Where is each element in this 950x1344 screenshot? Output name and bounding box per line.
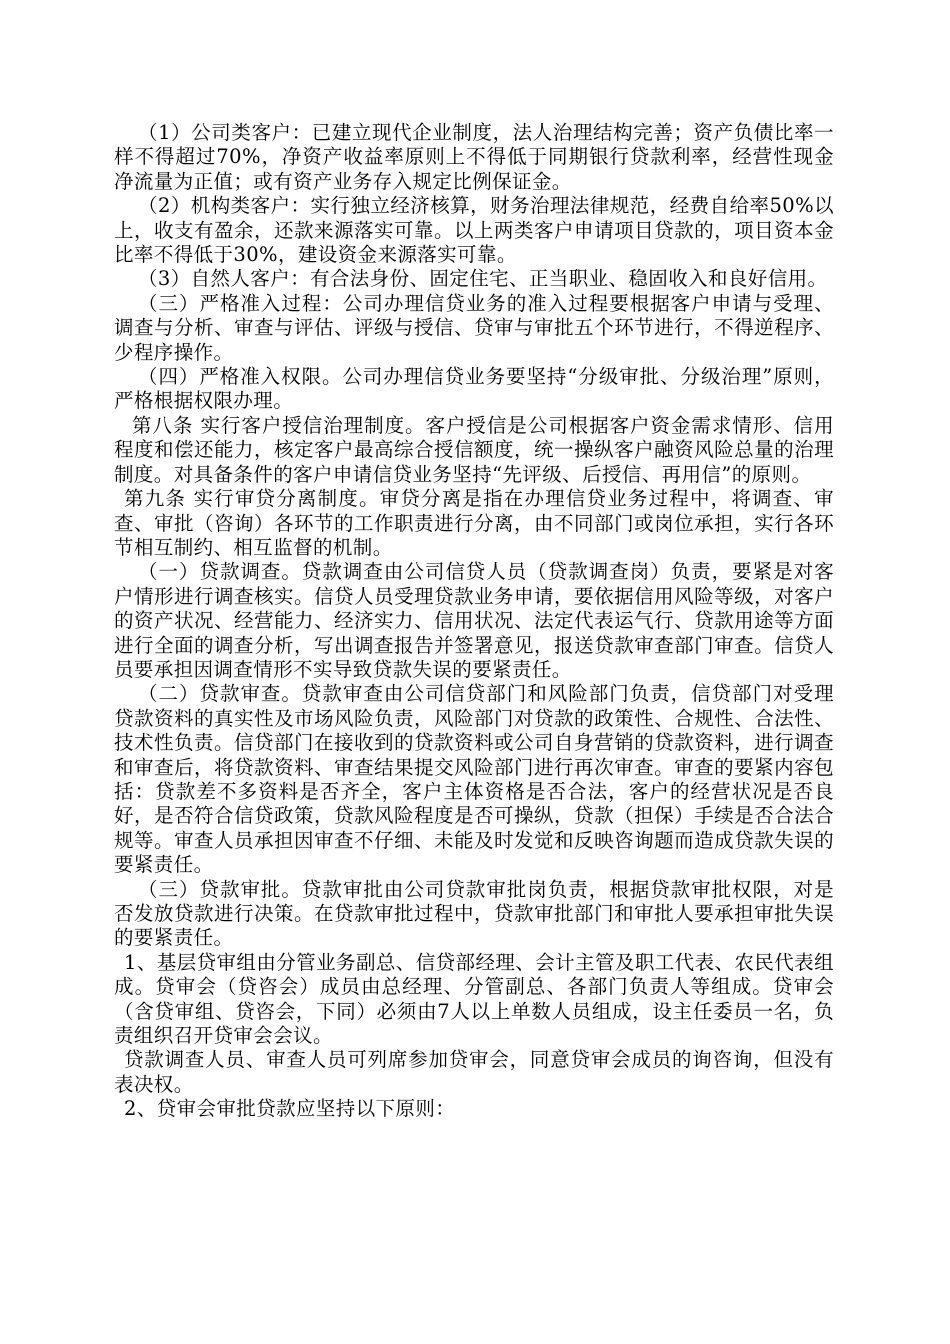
paragraph: （1）公司类客户：已建立现代企业制度，法人治理结构完善；资产负债比率一样不得超过70%，净资产收益率原则上不得低于同期银行贷款利率，经营性现金净流量为正值；或有资产业务存入规定比例保证金。	[114, 121, 834, 193]
paragraph: （3）自然人客户：有合法身份、固定住宅、正当职业、稳固收入和良好信用。	[138, 267, 828, 291]
paragraph: （四）严格准入权限。公司办理信贷业务要坚持“分级审批、分级治理”原则，严格根据权限办理。	[114, 365, 834, 413]
paragraph: 1、基层贷审组由分管业务副总、信贷部经理、会计主管及职工代表、农民代表组成。贷审会（贷咨会）成员由总经理、分管副总、各部门负责人等组成。贷审会（含贷审组、贷咨会，下同）必须由7人以上单数人员组成，设主任委员一名，负责组织召开贷审会会议。	[114, 950, 834, 1048]
paragraph: 第九条 实行审贷分离制度。审贷分离是指在办理信贷业务过程中，将调查、审查、审批（咨询）各环节的工作职责进行分离，由不同部门或岗位承担，实行各环节相互制约、相互监督的机制。	[114, 487, 834, 559]
paragraph: （2）机构类客户：实行独立经济核算，财务治理法律规范，经费自给率50%以上，收支有盈余，还款来源落实可靠。以上两类客户申请项目贷款的，项目资本金比率不得低于30%，建设资金来源落实可靠。	[114, 194, 834, 267]
paragraph: 第八条 实行客户授信治理制度。客户授信是公司根据客户资金需求情形、信用程度和偿还能力，核定客户最高综合授信额度，统一操纵客户融资风险总量的治理制度。对具备条件的客户申请信贷业务坚持“先评级、后授信、再用信”的原则。	[114, 413, 834, 486]
document-body	[114, 121, 834, 1122]
paragraph: （三）严格准入过程：公司办理信贷业务的准入过程要根据客户申请与受理、调查与分析、审查与评估、评级与授信、贷审与审批五个环节进行，不得逆程序、少程序操作。	[114, 291, 834, 364]
paragraph: 贷款调查人员、审查人员可列席参加贷审会，同意贷审会成员的询咨询，但没有表决权。	[114, 1048, 834, 1096]
paragraph: （一）贷款调查。贷款调查由公司信贷人员（贷款调查岗）负责，要紧是对客户情形进行调查核实。信贷人员受理贷款业务申请，要依据信用风险等级，对客户的资产状况、经营能力、经济实力、信用状况、法定代表运气行、贷款用途等方面进行全面的调查分析，写出调查报告并签署意见，报送贷款审查部门审查。信贷人员要承担因调查情形不实导致贷款失误的要紧责任。	[114, 560, 834, 681]
paragraph: 2、贷审会审批贷款应坚持以下原则：	[124, 1097, 456, 1121]
paragraph: （二）贷款审查。贷款审查由公司信贷部门和风险部门负责，信贷部门对受理贷款资料的真实性及市场风险负责，风险部门对贷款的政策性、合规性、合法性、技术性负责。信贷部门在接收到的贷款资料或公司自身营销的贷款资料，进行调查和审查后，将贷款资料、审查结果提交风险部门进行再次审查。审查的要紧内容包括：贷款差不多资料是否齐全，客户主体资格是否合法，客户的经营状况是否良好，是否符合信贷政策，贷款风险程度是否可操纵，贷款（担保）手续是否合法合规等。审查人员承担因审查不仔细、未能及时发觉和反映咨询题而造成贷款失误的要紧责任。	[114, 682, 834, 877]
paragraph: （三）贷款审批。贷款审批由公司贷款审批岗负责，根据贷款审批权限，对是否发放贷款进行决策。在贷款审批过程中，贷款审批部门和审批人要承担审批失误的要紧责任。	[114, 877, 834, 950]
